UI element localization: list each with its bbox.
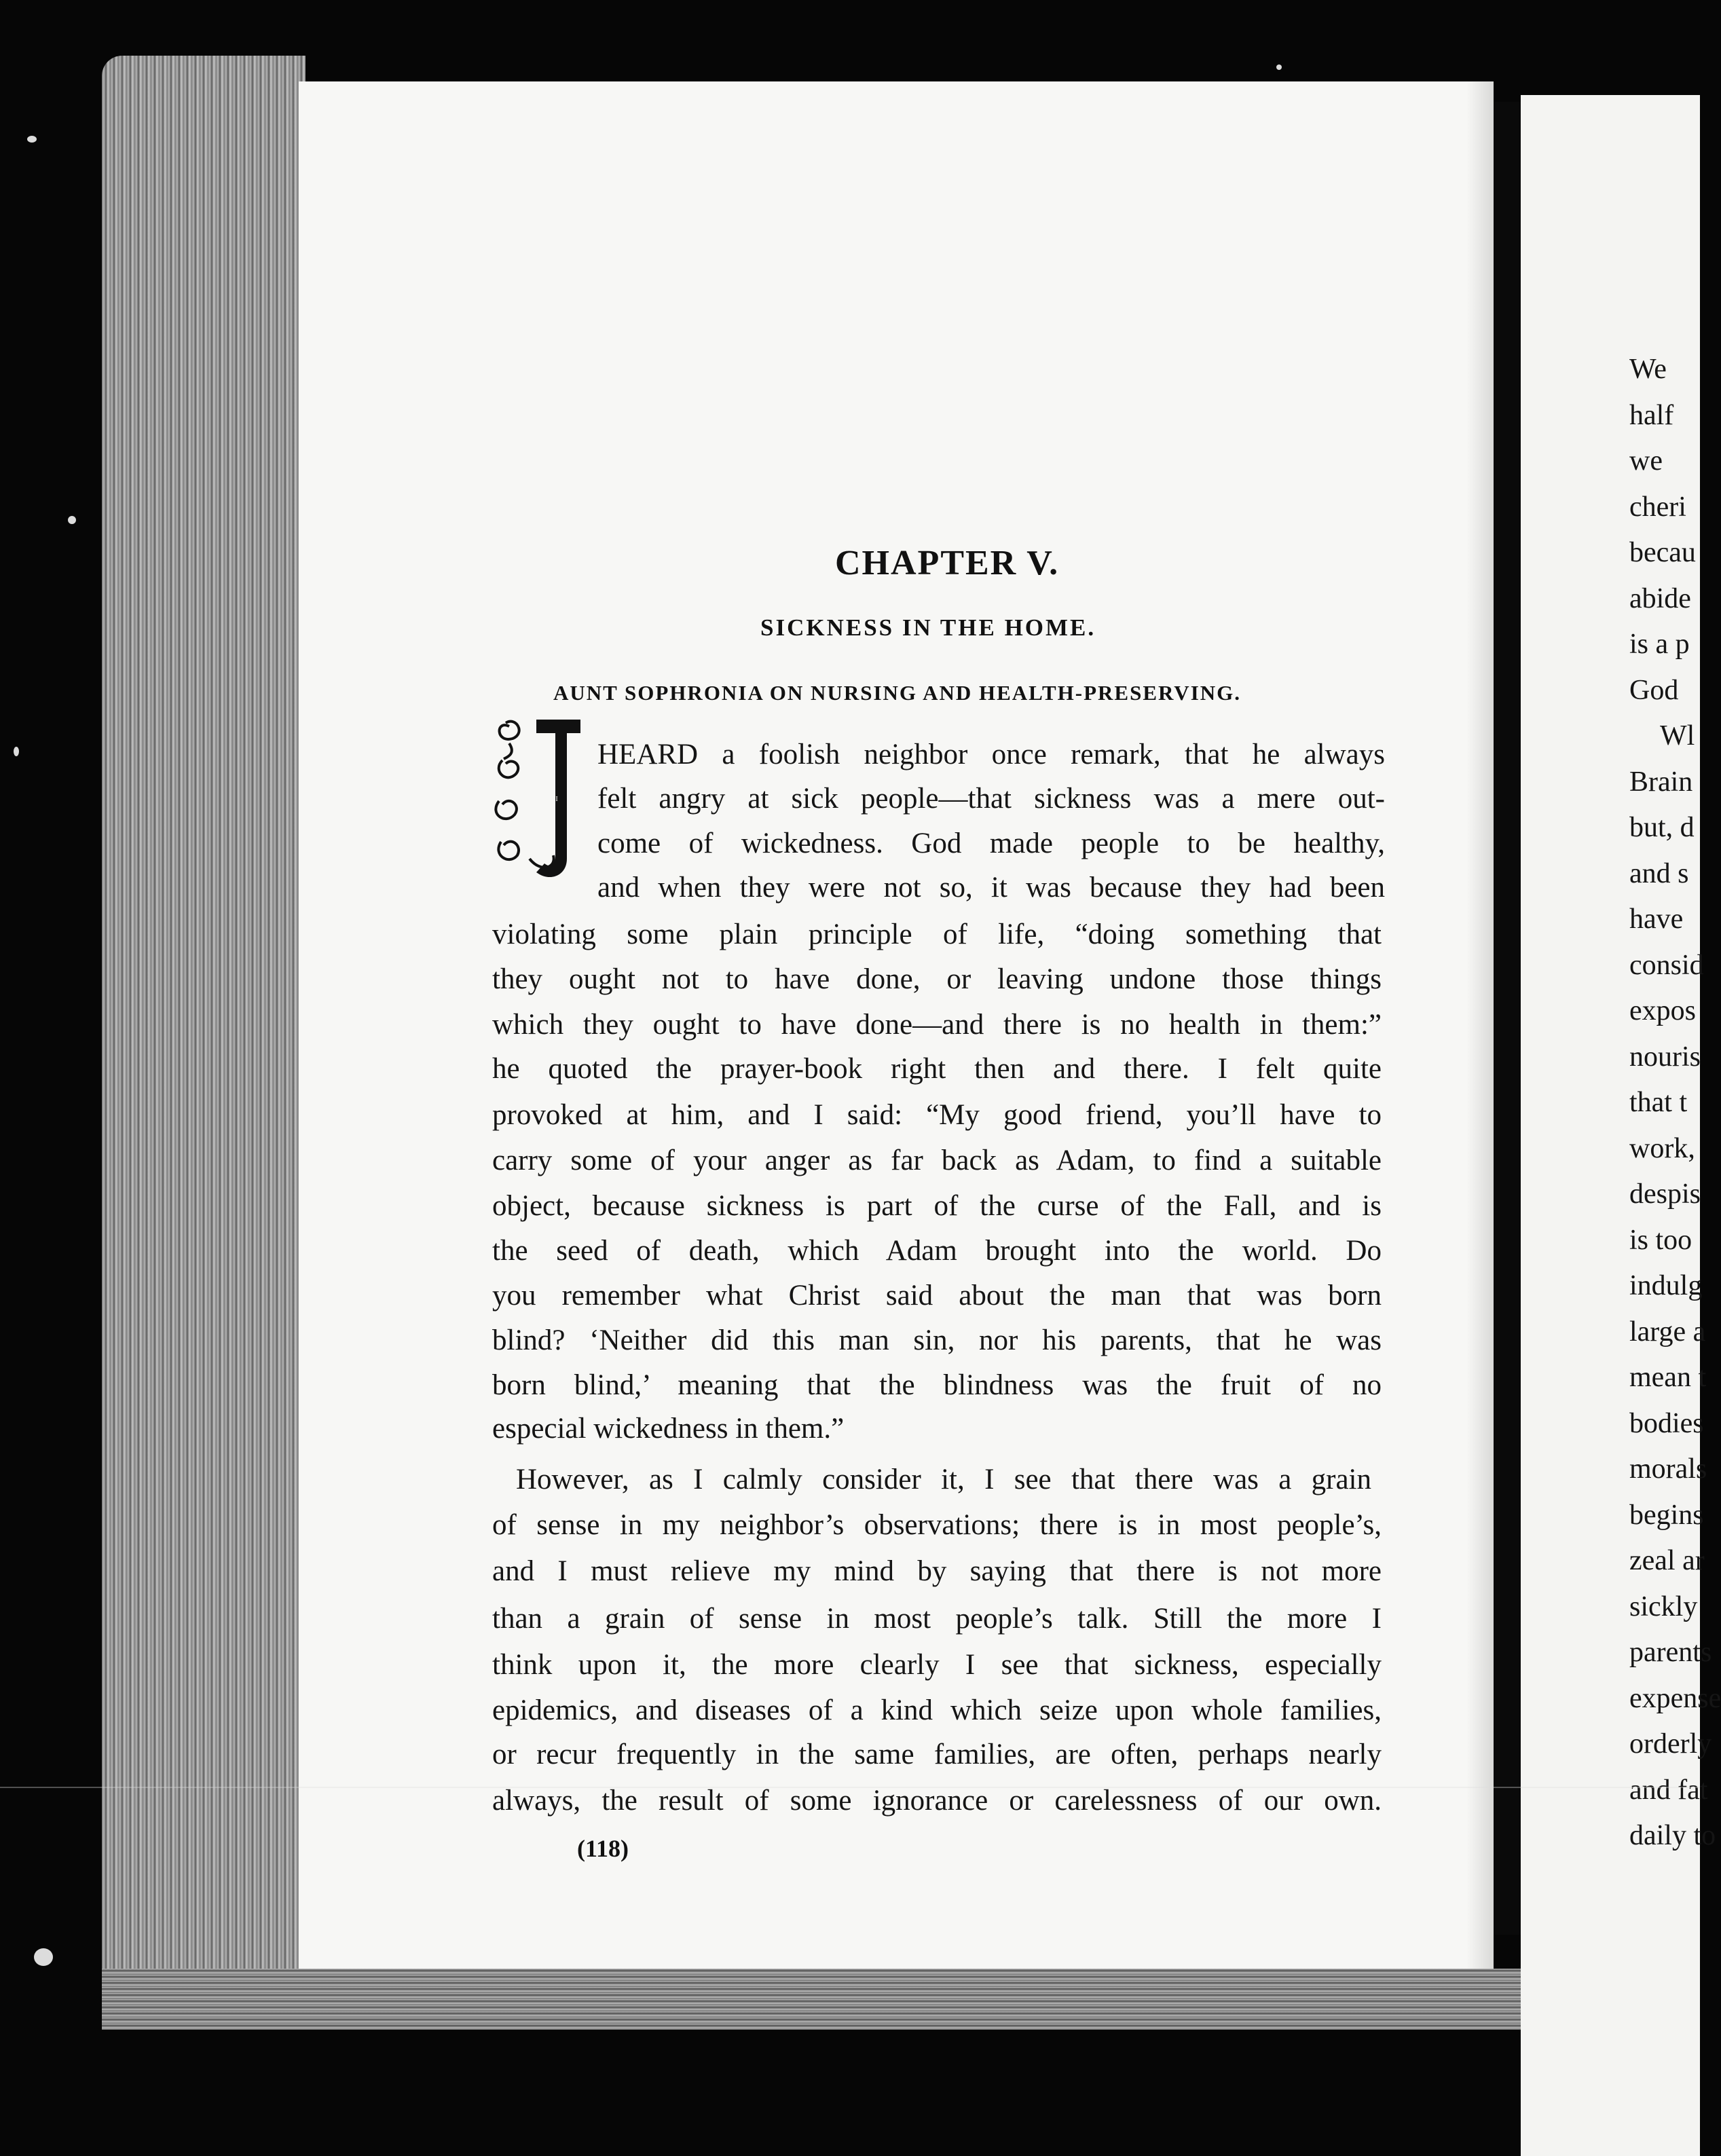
page-edges (102, 56, 306, 2024)
body-text-line: object, because sickness is part of the curse of the Fall, and is (492, 1190, 1382, 1222)
right-page-text-line: work, (1629, 1132, 1695, 1164)
right-page-text-line: abide (1629, 582, 1691, 614)
body-text-line: you remember what Christ said about the man that was born (492, 1280, 1382, 1312)
right-page-text-line: zeal ar (1629, 1545, 1705, 1576)
page-number: (118) (577, 1835, 629, 1862)
section-title: SICKNESS IN THE HOME. (760, 614, 1096, 641)
body-text-line: the seed of death, which Adam brought into the world. Do (492, 1235, 1382, 1267)
right-page-text-line: half (1629, 399, 1674, 431)
right-page-text-line: is a p (1629, 629, 1690, 660)
dust-speck (1276, 64, 1282, 70)
body-text-line: always, the result of some ignorance or carelessness of our own. (492, 1785, 1382, 1817)
right-page-text-line: but, d (1629, 812, 1695, 843)
body-text-line: epidemics, and diseases of a kind which seize upon whole families, (492, 1694, 1382, 1726)
subsection-title: AUNT SOPHRONIA ON NURSING AND HEALTH-PRESERVING. (553, 681, 1242, 705)
right-page-text-line: cheri (1629, 491, 1686, 523)
gutter-shadow (1466, 81, 1494, 1969)
right-page-text-line: have (1629, 904, 1684, 935)
right-page-text-line: that t (1629, 1087, 1688, 1118)
right-page-text-line: orderly (1629, 1728, 1712, 1760)
body-text-line: and when they were not so, it was because they had been (597, 872, 1385, 904)
right-page-text-line: We (1629, 354, 1667, 385)
body-text-line: they ought not to have done, or leaving undone those things (492, 963, 1382, 995)
page-edges-bottom (102, 1969, 1521, 2030)
body-text-line: he quoted the prayer-book right then and there. I felt quite (492, 1053, 1382, 1085)
body-text-line: which they ought to have done—and there is no health in them:” (492, 1009, 1382, 1041)
right-page-text-line: expense (1629, 1682, 1721, 1714)
right-page-text-line: God (1629, 674, 1679, 706)
right-page-text-line: and fat (1629, 1774, 1708, 1806)
body-text-line: especial wickedness in them.” (492, 1413, 845, 1445)
body-text-line: and I must relieve my mind by saying that there is not more (492, 1555, 1382, 1587)
right-page-text-line: Wl (1660, 720, 1695, 751)
right-page-text-line: expos (1629, 995, 1696, 1026)
body-text-line: carry some of your anger as far back as Adam, to find a suitable (492, 1145, 1382, 1176)
body-text-line: think upon it, the more clearly I see that sickness, especially (492, 1649, 1382, 1681)
body-text-line: provoked at him, and I said: “My good friend, you’ll have to (492, 1099, 1382, 1131)
right-page-text-line: morals (1629, 1453, 1707, 1485)
body-text-line: HEARD a foolish neighbor once remark, that he always (597, 739, 1385, 770)
body-text-line: violating some plain principle of life, “doing something that (492, 918, 1382, 950)
right-page-text-line: Brain (1629, 766, 1693, 798)
right-page-text-line: begins (1629, 1499, 1704, 1531)
right-page-text-line: despis (1629, 1178, 1701, 1210)
book-spine (1494, 102, 1521, 1935)
right-page-text-line: bodies (1629, 1407, 1704, 1439)
dust-speck (14, 747, 19, 756)
right-page-text-line: mean t (1629, 1362, 1707, 1393)
dust-speck (34, 1948, 53, 1966)
right-page-text-line: sickly (1629, 1591, 1698, 1622)
right-page-text-line: indulg (1629, 1270, 1703, 1301)
right-page-text-line: we (1629, 445, 1663, 477)
body-text-line: come of wickedness. God made people to be healthy, (597, 828, 1385, 859)
right-page-text-line: nouris (1629, 1041, 1701, 1073)
dropcap-letter: I (555, 796, 558, 803)
body-text-line: blind? ‘Neither did this man sin, nor his parents, that he was (492, 1324, 1382, 1356)
body-text-line: born blind,’ meaning that the blindness was the fruit of no (492, 1369, 1382, 1401)
right-page-text-line: parents (1629, 1637, 1712, 1668)
right-page-text-line: becau (1629, 537, 1696, 568)
right-page-text-line: large a (1629, 1316, 1706, 1348)
ornamental-dropcap (489, 706, 591, 886)
dust-speck (68, 516, 76, 524)
right-page-text-line: and s (1629, 857, 1689, 889)
body-text-line: felt angry at sick people—that sickness was a mere out- (597, 783, 1385, 815)
body-text-line: However, as I calmly consider it, I see that there was a grain (516, 1464, 1371, 1495)
scan-line (0, 1787, 1700, 1788)
body-text-line: or recur frequently in the same families, are often, perhaps nearly (492, 1739, 1382, 1770)
right-page-text-line: daily to (1629, 1820, 1716, 1851)
body-text-line: of sense in my neighbor’s observations; there is in most people’s, (492, 1509, 1382, 1541)
body-text-line: than a grain of sense in most people’s talk. Still the more I (492, 1603, 1382, 1635)
dust-speck (27, 136, 37, 143)
right-page-text-line: consid (1629, 949, 1704, 981)
chapter-title: CHAPTER V. (835, 544, 1060, 582)
right-page-text-line: is too (1629, 1224, 1692, 1256)
